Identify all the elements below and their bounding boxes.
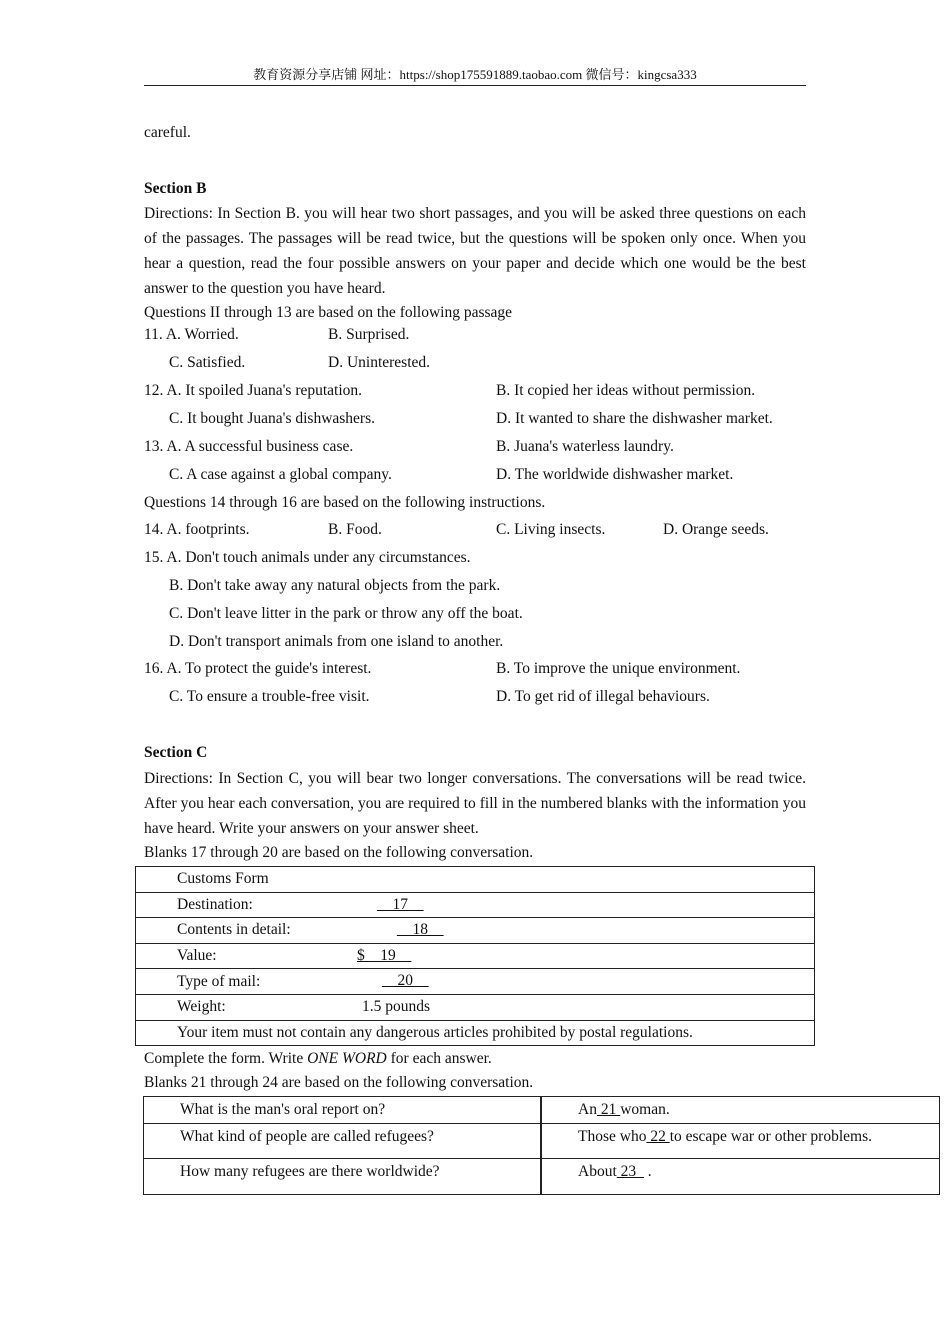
q13-option-c: C. A case against a global company. (169, 466, 392, 483)
weight-value: 1.5 pounds (362, 997, 431, 1015)
question-11-row1 (144, 321, 806, 349)
carryover-text: careful. (144, 124, 191, 141)
complete-form-instruction (144, 1049, 492, 1069)
q16-option-c: C. To ensure a trouble-free visit. (169, 688, 370, 705)
q11-option-a: 11. A. Worried. (144, 326, 239, 343)
q15-option-c: C. Don't leave litter in the park or throw any off the boat. (169, 605, 523, 622)
q15-option-b: B. Don't take away any natural objects from the park. (169, 577, 501, 594)
table-answer-1 (541, 1097, 940, 1124)
section-b-title: Section B (144, 180, 207, 197)
question-12-row1 (144, 377, 806, 405)
blank-19: $__19__ (357, 946, 412, 964)
form-mail-row (136, 969, 815, 995)
q16-option-a: 16. A. To protect the guide's interest. (144, 660, 372, 677)
question-16-row2 (144, 683, 806, 711)
section-b-directions: Directions: In Section B. you will hear two short passages, and you will be asked three questions on each of the passages. The passages will be read twice, but the questions will be spoken only once. When you hear a question, read the four possible answers on your paper and decide which one would be the best answer to the question you have heard. (144, 205, 806, 297)
question-13-row2 (144, 461, 806, 489)
q13-option-a: 13. A. A successful business case. (144, 438, 354, 455)
question-11-row2 (144, 349, 806, 377)
mail-type-label: Type of mail: (177, 972, 261, 990)
table-answer-3 (541, 1159, 940, 1195)
form-notice: Your item must not contain any dangerous articles prohibited by postal regulations. (136, 1020, 815, 1046)
question-15-a (144, 544, 806, 572)
q16-option-d: D. To get rid of illegal behaviours. (496, 688, 710, 705)
blank-21: 21 (596, 1101, 621, 1118)
blank-22: 22 (646, 1128, 670, 1145)
q12-option-a: 12. A. It spoiled Juana's reputation. (144, 382, 363, 399)
page-header: 教育资源分享店铺 网址：https://shop175591889.taobao.com 微信号：kingcsa333 (144, 66, 806, 86)
blank-17: __17__ (377, 895, 424, 913)
q11-option-d: D. Uninterested. (328, 354, 431, 371)
question-15-c (144, 600, 806, 628)
section-c-title: Section C (144, 744, 208, 761)
blank-23: 23 (616, 1163, 644, 1180)
contents-label: Contents in detail: (177, 921, 291, 939)
table-question-3: How many refugees are there worldwide? (144, 1159, 542, 1195)
instruction-emphasis: ONE WORD (307, 1050, 387, 1067)
q12-option-b: B. It copied her ideas without permission. (496, 382, 756, 399)
q16-option-b: B. To improve the unique environment. (496, 660, 741, 677)
weight-label: Weight: (177, 998, 226, 1016)
questions-11-13-intro: Questions II through 13 are based on the following passage (144, 304, 513, 321)
q13-option-d: D. The worldwide dishwasher market. (496, 466, 734, 483)
blank-18: __18__ (397, 921, 444, 939)
table-question-2: What kind of people are called refugees? (144, 1124, 542, 1159)
blank-20: __20__ (382, 972, 429, 990)
q15-option-d: D. Don't transport animals from one island to another. (169, 633, 504, 650)
question-14-row (144, 516, 806, 544)
q14-option-b: B. Food. (328, 521, 382, 538)
answer-1-pre: An (578, 1101, 597, 1118)
q12-option-c: C. It bought Juana's dishwashers. (169, 410, 375, 427)
q14-option-d: D. Orange seeds. (663, 521, 769, 538)
form-value-row (136, 943, 815, 969)
form-weight-row (136, 994, 815, 1020)
questions-14-16-intro: Questions 14 through 16 are based on the following instructions. (144, 494, 546, 511)
blanks-21-24-intro: Blanks 21 through 24 are based on the following conversation. (144, 1074, 534, 1091)
q11-option-b: B. Surprised. (328, 326, 410, 343)
instruction-post: for each answer. (386, 1050, 492, 1067)
table-question-1: What is the man's oral report on? (144, 1097, 542, 1124)
question-12-row2 (144, 405, 806, 433)
form-title: Customs Form (136, 867, 815, 893)
destination-label: Destination: (177, 895, 253, 913)
q14-option-a: 14. A. footprints. (144, 521, 250, 538)
instruction-pre: Complete the form. Write (144, 1050, 308, 1067)
form-destination-row (136, 892, 815, 918)
answer-3-post: . (643, 1163, 652, 1180)
answer-2-pre: Those who (578, 1128, 647, 1145)
q11-option-c: C. Satisfied. (169, 354, 246, 371)
question-16-row1 (144, 655, 806, 683)
blanks-17-20-intro: Blanks 17 through 20 are based on the following conversation. (144, 844, 534, 861)
q13-option-b: B. Juana's waterless laundry. (496, 438, 674, 455)
q15-option-a: 15. A. Don't touch animals under any circumstances. (144, 549, 471, 566)
q12-option-d: D. It wanted to share the dishwasher market. (496, 410, 773, 427)
question-15-d (144, 628, 806, 656)
section-c-directions: Directions: In Section C, you will bear two longer conversations. The conversations will be read twice. After you hear each conversation, you are required to fill in the numbered blanks with the information you have heard. Write your answers on your answer sheet. (144, 770, 806, 837)
question-15-b (144, 572, 806, 600)
customs-form-table (135, 866, 815, 1046)
answer-1-post: woman. (620, 1101, 670, 1118)
form-contents-row (136, 918, 815, 944)
value-label: Value: (177, 947, 217, 965)
refugee-question-table (143, 1096, 940, 1195)
q14-option-c: C. Living insects. (496, 521, 606, 538)
answer-3-pre: About (578, 1163, 617, 1180)
question-13-row1 (144, 433, 806, 461)
answer-2-post: to escape war or other problems. (669, 1128, 872, 1145)
table-answer-2 (541, 1124, 940, 1159)
